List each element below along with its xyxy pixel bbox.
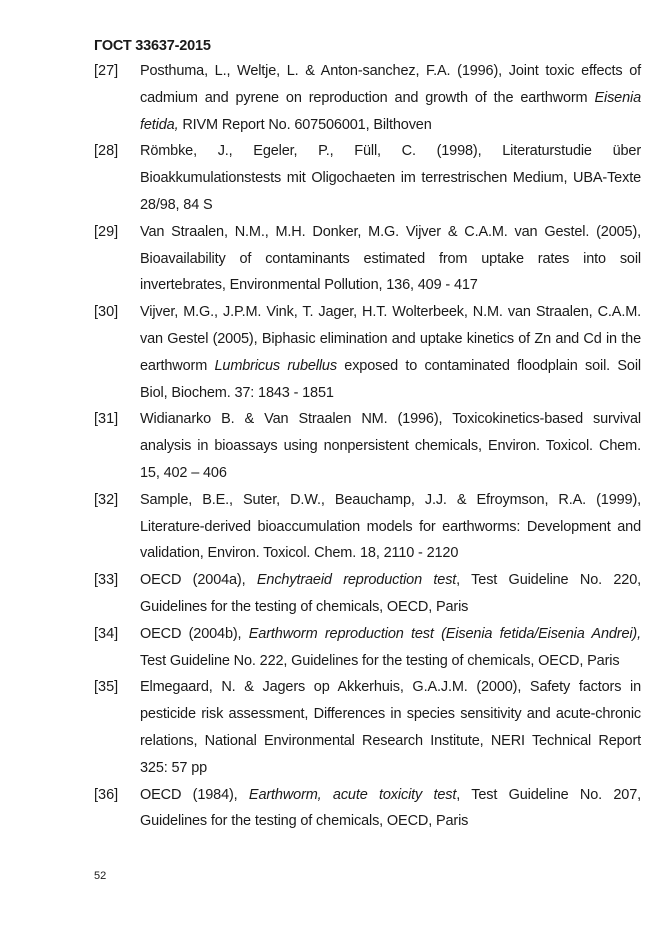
reference-number: [36]	[94, 786, 119, 803]
reference-segment: Van Straalen, N.M., M.H. Donker, M.G. Vijver & C.A.M. van Gestel. (2005), Bioavailability of contaminants estimated from uptake rates into soil invertebrates, Environmental Pollution, 136, 409 - 417	[140, 223, 641, 294]
reference-text	[140, 219, 641, 299]
reference-segment: , Test Guideline No. 220, Guidelines for the testing of chemicals, OECD, Paris	[140, 572, 641, 615]
reference-segment: OECD (1984),	[140, 786, 249, 803]
reference-number: [28]	[94, 143, 119, 160]
reference-number: [30]	[94, 304, 119, 321]
reference-text	[140, 674, 641, 781]
reference-segment: Sample, B.E., Suter, D.W., Beauchamp, J.J. & Efroymson, R.A. (1999), Literature-derived bioaccumulation models for earthworms: Development and validation, Environ. Toxicol. Chem. 18, 2110 - 2120	[140, 491, 641, 562]
reference-number: [31]	[94, 411, 119, 428]
reference-item	[94, 138, 641, 218]
reference-item	[94, 674, 641, 781]
reference-segment: Vijver, M.G., J.P.M. Vink, T. Jager, H.T. Wolterbeek, N.M. van Straalen, C.A.M. van Gestel (2005), Biphasic elimination and uptake kinetics of Zn and Cd in the earthworm	[140, 304, 641, 374]
reference-segment: Posthuma, L., Weltje, L. & Anton-sanchez, F.A. (1996), Joint toxic effects of cadmium and pyrene on reproduction and growth of the earthworm	[140, 63, 641, 106]
reference-number: [29]	[94, 223, 119, 240]
reference-number: [32]	[94, 491, 119, 508]
reference-text	[140, 58, 641, 138]
reference-number: [33]	[94, 572, 119, 589]
reference-item	[94, 406, 641, 486]
document-header-title: ГОСТ 33637-2015	[94, 38, 211, 54]
reference-item	[94, 621, 641, 675]
reference-segment: Test Guideline No. 222, Guidelines for the testing of chemicals, OECD, Paris	[140, 652, 620, 669]
reference-number: [35]	[94, 679, 119, 696]
reference-segment: OECD (2004b),	[140, 625, 249, 642]
reference-list	[94, 58, 641, 835]
reference-text	[140, 487, 641, 567]
reference-item	[94, 219, 641, 299]
reference-item	[94, 299, 641, 406]
reference-text	[140, 621, 641, 675]
reference-text	[140, 567, 641, 621]
reference-italic-segment: Eisenia fetida,	[140, 89, 641, 133]
reference-text	[140, 299, 641, 406]
reference-segment: , Test Guideline No. 207, Guidelines for the testing of chemicals, OECD, Paris	[140, 786, 641, 830]
reference-segment: exposed to contaminated floodplain soil. Soil Biol, Biochem. 37: 1843 - 1851	[140, 357, 641, 401]
reference-item	[94, 487, 641, 567]
reference-segment: Elmegaard, N. & Jagers op Akkerhuis, G.A.J.M. (2000), Safety factors in pesticide risk assessment, Differences in species sensitivity and acute-chronic relations, National Environmental Research Institute, NERI Technical Report 325: 57 pp	[140, 679, 641, 776]
reference-number: [27]	[94, 63, 119, 79]
reference-italic-segment: Earthworm, acute toxicity test	[248, 786, 457, 803]
reference-item	[94, 58, 641, 138]
reference-text	[140, 782, 641, 836]
reference-segment: RIVM Report No. 607506001, Bilthoven	[178, 116, 432, 133]
reference-number: [34]	[94, 625, 119, 642]
reference-segment: Widianarko B. & Van Straalen NM. (1996), Toxicokinetics-based survival analysis in bioassays using nonpersistent chemicals, Environ. Toxicol. Chem. 15, 402 – 406	[140, 411, 641, 481]
reference-item	[94, 567, 641, 621]
reference-italic-segment: Earthworm reproduction test (Eisenia fetida/Eisenia Andrei),	[248, 625, 641, 642]
page-number: 52	[94, 870, 107, 882]
reference-segment: OECD (2004a),	[140, 572, 257, 589]
reference-segment: Römbke, J., Egeler, P., Füll, C. (1998), Literaturstudie über Bioakkumulationstests mit Oligochaeten im terrestrischen Medium, UBA-Texte 28/98, 84 S	[140, 143, 641, 213]
reference-text	[140, 406, 641, 486]
reference-text	[140, 138, 641, 218]
reference-italic-segment: Lumbricus rubellus	[214, 357, 337, 374]
reference-item	[94, 782, 641, 836]
reference-italic-segment: Enchytraeid reproduction test	[256, 572, 457, 589]
